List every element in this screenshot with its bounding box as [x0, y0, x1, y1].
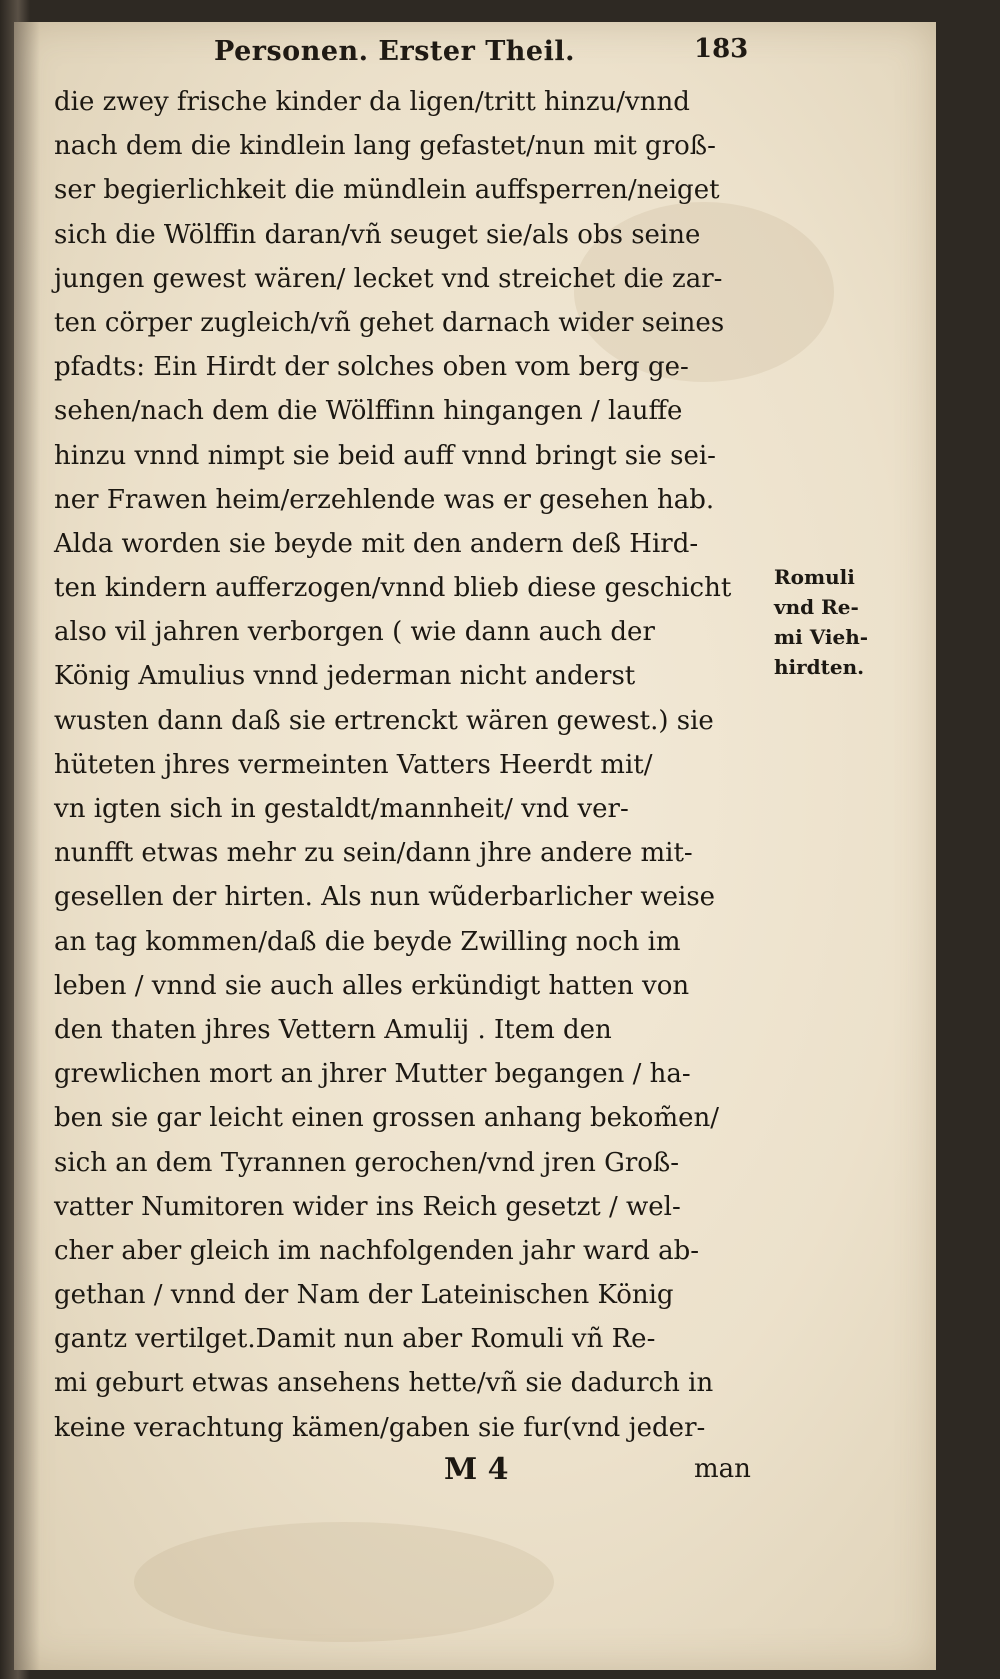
text-line: sich die Wölffin daran/vñ seuget sie/als obs seine — [54, 219, 701, 250]
page-gutter-shadow — [14, 22, 40, 1670]
folio-number: 183 — [694, 34, 749, 64]
text-line: also vil jahren verborgen ( wie dann auch der — [54, 617, 655, 648]
text-line: sehen/nach dem die Wölffinn hingangen / lauffe — [54, 396, 683, 427]
text-line: nach dem die kindlein lang gefastet/nun mit groß- — [54, 131, 716, 162]
text-line: wusten dann daß sie ertrenckt wären gewest.) sie — [54, 705, 714, 736]
marginal-line: mi Vieh- — [774, 625, 869, 649]
text-line: hinzu vnnd nimpt sie beid auff vnnd bringt sie sei- — [54, 440, 716, 471]
marginal-line: Romuli — [774, 565, 855, 589]
text-line: Alda worden sie beyde mit den andern deß Hird- — [54, 528, 699, 559]
text-line: ten kindern aufferzogen/vnnd blieb diese geschicht — [54, 573, 732, 604]
text-line: ser begierlichkeit die mündlein auffsperren/neiget — [54, 175, 720, 206]
text-line: den thaten jhres Vettern Amulij . Item den — [54, 1014, 612, 1045]
text-line: vn igten sich in gestaldt/mannheit/ vnd ver- — [54, 794, 629, 824]
text-line: gantz vertilget.Damit nun aber Romuli vñ Re- — [54, 1324, 656, 1355]
text-line: König Amulius vnnd jederman nicht anderst — [54, 661, 636, 692]
page-header — [14, 30, 936, 74]
text-line: leben / vnnd sie auch alles erkündigt hatten von — [54, 970, 690, 1001]
signature-mark: M 4 — [444, 1452, 509, 1487]
text-line: mi geburt etwas ansehens hette/vñ sie dadurch in — [54, 1368, 714, 1399]
main-text-block — [54, 80, 754, 1450]
paper-stain — [134, 1522, 554, 1642]
text-line: nunfft etwas mehr zu sein/dann jhre andere mit- — [54, 838, 693, 869]
marginal-note — [774, 562, 924, 682]
text-line: an tag kommen/daß die beyde Zwilling noch im — [54, 926, 681, 957]
running-title: Personen. Erster Theil. — [214, 36, 576, 67]
marginal-line: hirdten. — [774, 655, 865, 679]
text-line: hüteten jhres vermeinten Vatters Heerdt mit/ — [54, 749, 653, 780]
text-line: die zwey frische kinder da ligen/tritt hinzu/vnnd — [54, 87, 690, 117]
text-line: ner Frawen heim/erzehlende was er gesehen hab. — [54, 484, 715, 515]
text-line: ten cörper zugleich/vñ gehet darnach wider seines — [54, 307, 725, 338]
text-line: vatter Numitoren wider ins Reich gesetzt / wel- — [54, 1191, 681, 1222]
text-line: grewlichen mort an jhrer Mutter begangen / ha- — [54, 1059, 691, 1090]
text-line: gesellen der hirten. Als nun wũderbarlicher weise — [54, 882, 716, 913]
page-footer — [14, 1452, 936, 1492]
text-line: ben sie gar leicht einen grossen anhang bekom̃en/ — [54, 1103, 720, 1134]
text-line: gethan / vnnd der Nam der Lateinischen König — [54, 1280, 674, 1311]
text-line: pfadts: Ein Hirdt der solches oben vom berg ge- — [54, 352, 689, 383]
text-line: keine verachtung kämen/gaben sie fur(vnd jeder- — [54, 1412, 706, 1443]
book-page — [14, 22, 936, 1670]
text-line: cher aber gleich im nachfolgenden jahr ward ab- — [54, 1235, 700, 1266]
catchword: man — [694, 1454, 751, 1484]
marginal-line: vnd Re- — [774, 595, 859, 619]
text-line: jungen gewest wären/ lecket vnd streichet die zar- — [54, 263, 723, 294]
text-line: sich an dem Tyrannen gerochen/vnd jren Groß- — [54, 1147, 680, 1178]
